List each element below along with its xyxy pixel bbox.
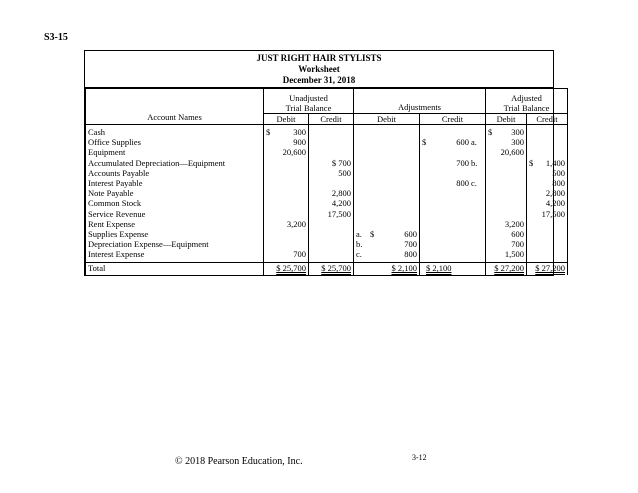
total-label: Total [86, 262, 264, 275]
utb-credit-cell [309, 229, 354, 239]
atb-debit-cell [486, 168, 527, 178]
atb-debit-cell: 700 [486, 239, 527, 249]
atb-credit-cell: $ 1,400 [527, 158, 568, 168]
utb-debit-cell: 700 [264, 249, 309, 262]
account-name: Office Supplies [86, 137, 264, 147]
utb-credit-cell [309, 249, 354, 262]
adj-debit-header: Debit [354, 114, 420, 125]
table-row [86, 239, 568, 249]
account-name: Interest Payable [86, 178, 264, 188]
worksheet-title: Worksheet [298, 64, 340, 74]
worksheet-rows [86, 125, 568, 263]
table-row [86, 158, 568, 168]
utb-credit-cell: 4,200 [309, 198, 354, 208]
total-adj-credit: $ 2,100 [420, 262, 486, 275]
utb-credit-cell: 500 [309, 168, 354, 178]
atb-credit-cell [527, 229, 568, 239]
atb-credit-header: Credit [527, 114, 568, 125]
account-names-header: Account Names [86, 89, 264, 125]
table-row [86, 249, 568, 262]
adj-debit-cell [354, 219, 420, 229]
utb-debit-cell [264, 188, 309, 198]
adj-credit-header: Credit [420, 114, 486, 125]
exercise-label: S3-15 [44, 32, 68, 43]
atb-credit-cell: 500 [527, 168, 568, 178]
utb-debit-cell [264, 168, 309, 178]
table-row [86, 125, 568, 138]
utb-credit-cell [309, 137, 354, 147]
total-row [86, 262, 568, 275]
unadjusted-tb-label: Trial Balance [285, 103, 332, 113]
utb-debit-cell: 20,600 [264, 147, 309, 157]
adj-credit-cell [420, 229, 486, 239]
table-row [86, 209, 568, 219]
table-row [86, 229, 568, 239]
account-name: Accounts Payable [86, 168, 264, 178]
total-utb-debit: $ 25,700 [264, 262, 309, 275]
adj-credit-cell [420, 219, 486, 229]
table-row [86, 219, 568, 229]
account-name: Note Payable [86, 188, 264, 198]
atb-debit-cell: $ 300 [486, 125, 527, 138]
utb-credit-cell [309, 125, 354, 138]
total-adj-debit: $ 2,100 [354, 262, 420, 275]
adj-debit-cell [354, 168, 420, 178]
atb-debit-header: Debit [486, 114, 527, 125]
account-name: Service Revenue [86, 209, 264, 219]
atb-debit-cell [486, 178, 527, 188]
atb-credit-cell [527, 239, 568, 249]
page-number: 3-12 [412, 453, 427, 462]
worksheet-table [85, 88, 568, 275]
adj-debit-cell: c. 800 [354, 249, 420, 262]
adjusted-label: Adjusted [511, 93, 542, 103]
account-name: Cash [86, 125, 264, 138]
total-utb-credit: $ 25,700 [309, 262, 354, 275]
account-name: Accumulated Depreciation—Equipment [86, 158, 264, 168]
utb-credit-cell [309, 178, 354, 188]
utb-debit-header: Debit [264, 114, 309, 125]
account-name: Rent Expense [86, 219, 264, 229]
adj-debit-cell: b. 700 [354, 239, 420, 249]
adj-debit-cell [354, 198, 420, 208]
utb-debit-cell: 900 [264, 137, 309, 147]
atb-debit-cell: 20,600 [486, 147, 527, 157]
atb-credit-cell: 17,500 [527, 209, 568, 219]
account-name: Interest Expense [86, 249, 264, 262]
adjustments-header: Adjustments [354, 89, 486, 114]
adj-credit-cell [420, 168, 486, 178]
atb-credit-cell: 2,800 [527, 188, 568, 198]
atb-debit-cell: 1,500 [486, 249, 527, 262]
table-row [86, 188, 568, 198]
atb-credit-cell [527, 125, 568, 138]
adj-debit-cell [354, 209, 420, 219]
utb-debit-cell: 3,200 [264, 219, 309, 229]
utb-credit-cell [309, 147, 354, 157]
total-atb-credit: $ 27,200 [527, 262, 568, 275]
worksheet-date: December 31, 2018 [282, 75, 356, 85]
adj-debit-cell [354, 137, 420, 147]
adj-debit-cell [354, 158, 420, 168]
adj-debit-cell [354, 188, 420, 198]
worksheet [84, 50, 566, 276]
atb-credit-cell [527, 249, 568, 262]
adj-credit-cell [420, 125, 486, 138]
atb-debit-cell [486, 188, 527, 198]
adj-credit-cell: 700 b. [420, 158, 486, 168]
atb-debit-cell [486, 158, 527, 168]
utb-debit-cell [264, 158, 309, 168]
utb-debit-cell [264, 198, 309, 208]
account-name: Supplies Expense [86, 229, 264, 239]
table-row [86, 178, 568, 188]
utb-credit-cell [309, 239, 354, 249]
atb-debit-cell: 3,200 [486, 219, 527, 229]
atb-credit-cell [527, 147, 568, 157]
atb-credit-cell [527, 219, 568, 229]
worksheet-header [85, 51, 553, 88]
table-row [86, 137, 568, 147]
unadjusted-label: Unadjusted [289, 93, 328, 103]
utb-debit-cell: $ 300 [264, 125, 309, 138]
atb-credit-cell: 4,200 [527, 198, 568, 208]
atb-debit-cell: 300 [486, 137, 527, 147]
utb-credit-cell: $ 700 [309, 158, 354, 168]
adjusted-tb-header [486, 89, 568, 114]
atb-debit-cell [486, 198, 527, 208]
table-row [86, 147, 568, 157]
utb-credit-header: Credit [309, 114, 354, 125]
utb-debit-cell [264, 239, 309, 249]
adj-credit-cell [420, 147, 486, 157]
account-name: Depreciation Expense—Equipment [86, 239, 264, 249]
utb-debit-cell [264, 229, 309, 239]
adj-credit-cell: 800 c. [420, 178, 486, 188]
adj-credit-cell [420, 239, 486, 249]
utb-debit-cell [264, 209, 309, 219]
adjusted-tb-label: Trial Balance [503, 103, 550, 113]
copyright-footer: © 2018 Pearson Education, Inc. [175, 456, 303, 467]
adj-credit-cell [420, 188, 486, 198]
account-name: Equipment [86, 147, 264, 157]
utb-debit-cell [264, 178, 309, 188]
utb-credit-cell: 2,800 [309, 188, 354, 198]
adj-debit-cell [354, 147, 420, 157]
adj-debit-cell [354, 125, 420, 138]
adj-credit-cell [420, 198, 486, 208]
atb-credit-cell [527, 137, 568, 147]
table-row [86, 168, 568, 178]
utb-credit-cell: 17,500 [309, 209, 354, 219]
company-name: JUST RIGHT HAIR STYLISTS [256, 53, 382, 63]
account-name: Common Stock [86, 198, 264, 208]
utb-credit-cell [309, 219, 354, 229]
atb-credit-cell: 800 [527, 178, 568, 188]
atb-debit-cell [486, 209, 527, 219]
adj-credit-cell [420, 209, 486, 219]
total-atb-debit: $ 27,200 [486, 262, 527, 275]
adj-debit-cell [354, 178, 420, 188]
adj-debit-cell: a. $ 600 [354, 229, 420, 239]
table-row [86, 198, 568, 208]
adj-credit-cell [420, 249, 486, 262]
atb-debit-cell: 600 [486, 229, 527, 239]
adj-credit-cell: $ 600 a. [420, 137, 486, 147]
unadjusted-tb-header [264, 89, 354, 114]
